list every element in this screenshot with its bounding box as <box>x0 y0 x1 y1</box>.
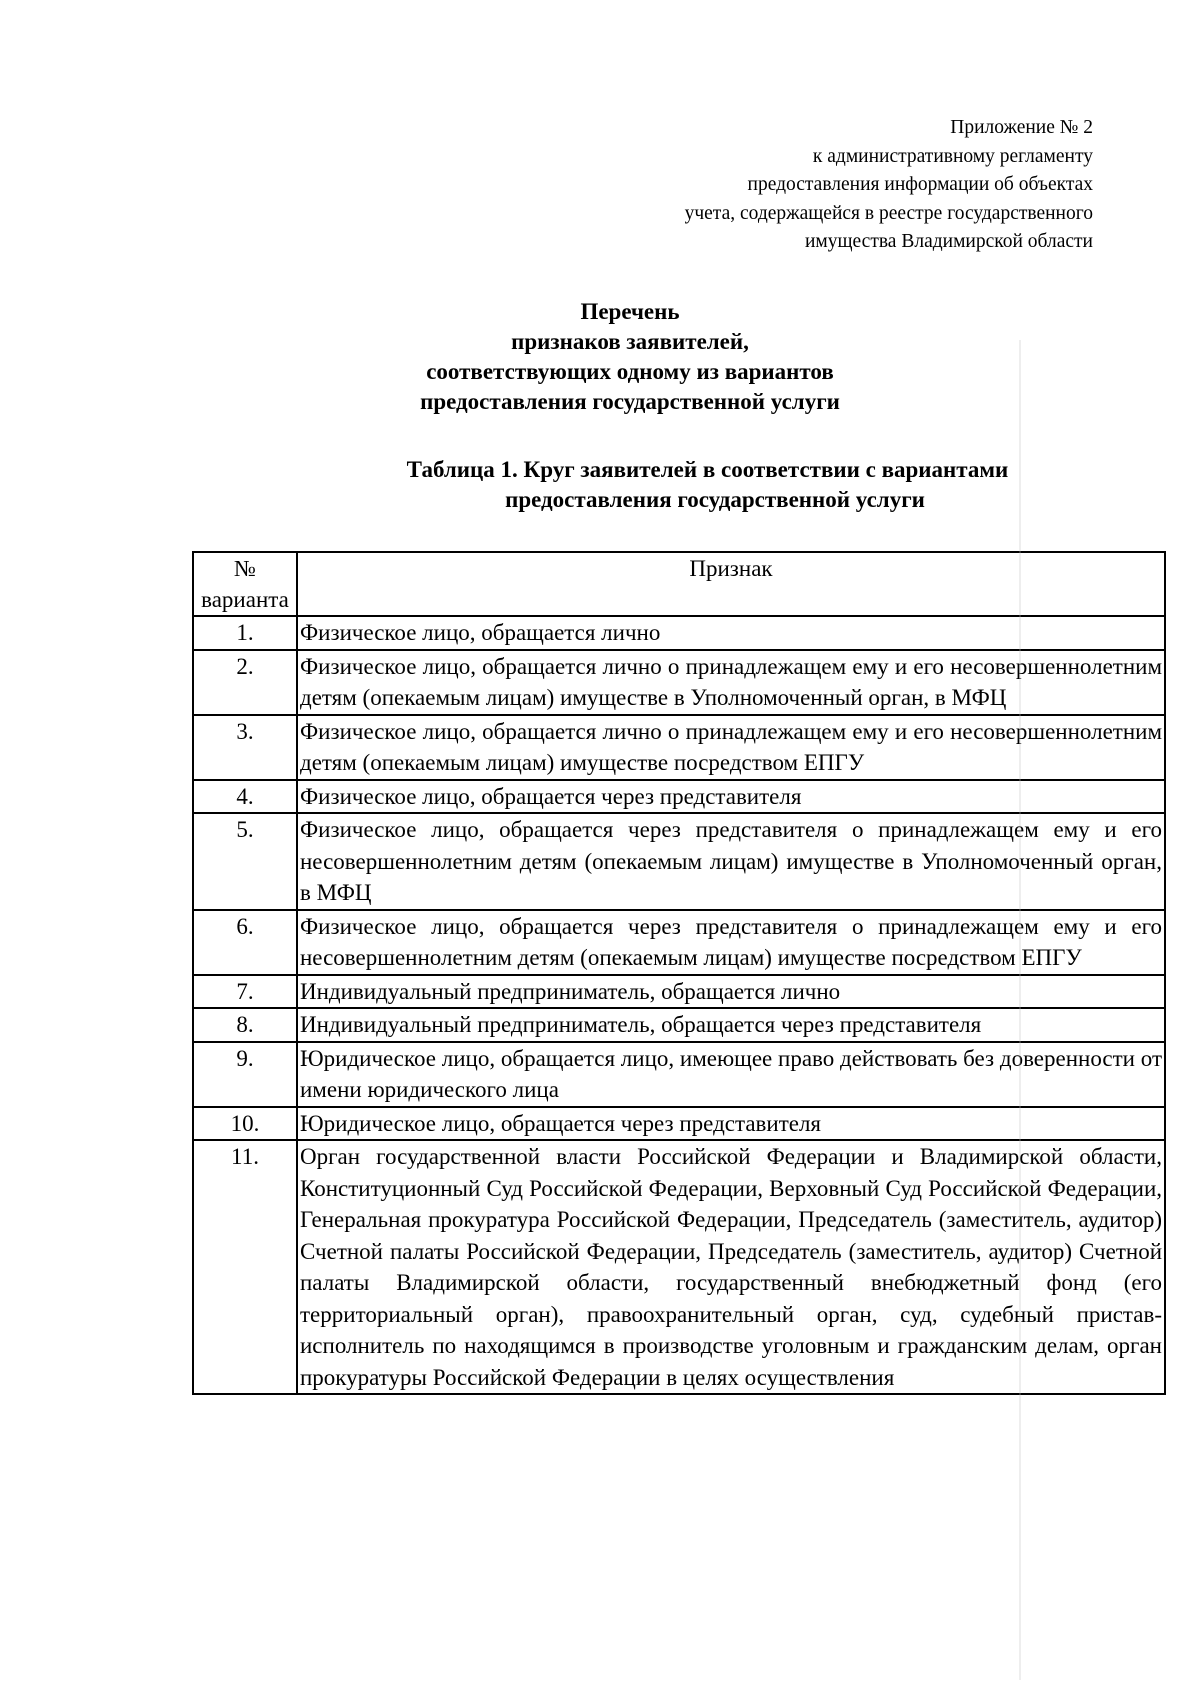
appendix-line: учета, содержащейся в реестре государственного <box>684 202 1093 224</box>
appendix-line: Приложение № 2 <box>950 117 1093 138</box>
row-text: Физическое лицо, обращается через представителя о принадлежащем ему и его несовершеннолетним детям (опекаемым лицам) имуществе посредством ЕПГУ <box>297 910 1165 975</box>
row-num: 10. <box>193 1107 297 1141</box>
row-num: 4. <box>193 780 297 814</box>
row-text: Орган государственной власти Российской Федерации и Владимирской области, Конституционный Суд Российской Федерации, Верховный Суд Российской Федерации, Генеральная прокуратура Российской Федерации, Председатель (заместитель, аудитор) Счетной палаты Российской Федерации, Председатель (заместитель, аудитор) Счетной палаты Владимирской области, государственный внебюджетный фонд (его территориальный орган), правоохранительный орган, суд, судебный пристав-исполнитель по находящимся в производстве уголовным и гражданским делам, орган прокуратуры Российской Федерации в целях осуществления <box>297 1140 1165 1394</box>
row-num: 8. <box>193 1008 297 1042</box>
row-num: 2. <box>193 650 297 715</box>
row-text: Физическое лицо, обращается через представителя <box>297 780 1165 814</box>
row-text: Юридическое лицо, обращается лицо, имеющее право действовать без доверенности от имени юридического лица <box>297 1042 1165 1107</box>
row-text: Физическое лицо, обращается лично <box>297 616 1165 650</box>
row-text: Физическое лицо, обращается лично о принадлежащем ему и его несовершеннолетним детям (опекаемым лицам) имуществе в Уполномоченный орган, в МФЦ <box>297 650 1165 715</box>
appendix-note <box>453 114 1093 257</box>
heading-line: соответствующих одному из вариантов <box>426 359 834 384</box>
row-num: 11. <box>193 1140 297 1394</box>
header-num-cell <box>193 552 297 616</box>
row-text: Физическое лицо, обращается через представителя о принадлежащем ему и его несовершеннолетним детям (опекаемым лицам) имуществе в Уполномоченный орган, в МФЦ <box>297 813 1165 910</box>
heading-line: Перечень <box>580 299 680 324</box>
row-text: Индивидуальный предприниматель, обращается лично <box>297 975 1165 1009</box>
header-num-symbol: № <box>234 556 256 581</box>
row-num: 9. <box>193 1042 297 1107</box>
table-title-line: Таблица 1. Круг заявителей в соответствии с вариантами <box>406 457 1009 482</box>
appendix-line: имущества Владимирской области <box>805 231 1093 252</box>
row-text: Индивидуальный предприниматель, обращается через представителя <box>297 1008 1165 1042</box>
row-num: 5. <box>193 813 297 910</box>
row-num: 3. <box>193 715 297 780</box>
header-num-label: варианта <box>201 587 289 612</box>
appendix-line: к административному регламенту <box>812 145 1093 167</box>
row-num: 6. <box>193 910 297 975</box>
heading-line: предоставления государственной услуги <box>420 389 840 414</box>
header-label-cell: Признак <box>297 552 1165 616</box>
table-title-line: предоставления государственной услуги <box>505 487 925 512</box>
scan-artifact-line <box>1019 340 1021 1680</box>
row-num: 1. <box>193 616 297 650</box>
appendix-line: предоставления информации об объектах <box>747 174 1093 195</box>
row-text: Юридическое лицо, обращается через представителя <box>297 1107 1165 1141</box>
row-num: 7. <box>193 975 297 1009</box>
row-text: Физическое лицо, обращается лично о принадлежащем ему и его несовершеннолетним детям (опекаемым лицам) имуществе посредством ЕПГУ <box>297 715 1165 780</box>
heading-line: признаков заявителей, <box>511 329 749 354</box>
